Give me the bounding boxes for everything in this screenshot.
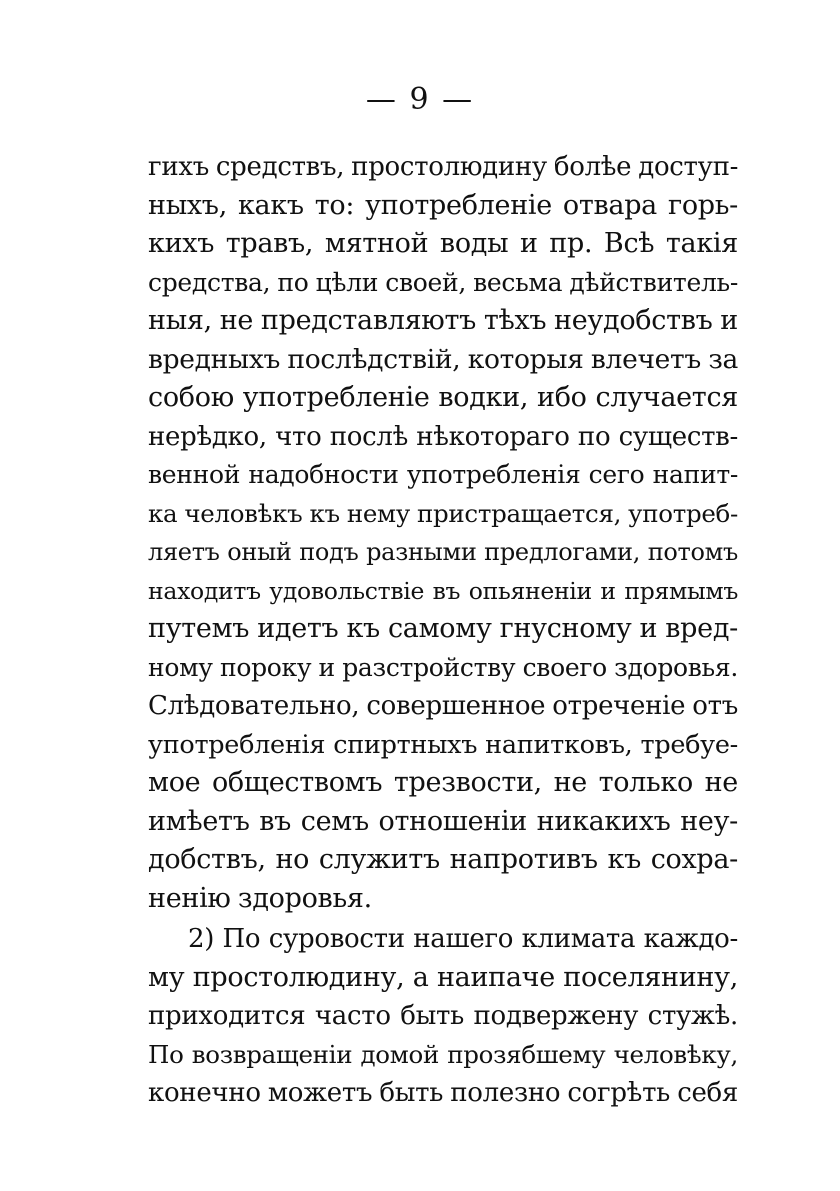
text-line: му простолюдину, а наипаче поселянину, <box>148 961 738 993</box>
text-line: нерѣдко, что послѣ нѣкотораго по существ- <box>148 421 738 452</box>
text-line: средства, по цѣли своей, весьма дѣйствитель- <box>148 267 738 297</box>
text-line: 2) По суровости нашего климата каждо- <box>188 924 738 954</box>
text-line: собою употребленіе водки, ибо случается <box>148 382 738 413</box>
text-line: ному пороку и разстройству своего здоровья. <box>148 652 738 682</box>
text-line: конечно можетъ быть полезно согрѣть себя <box>148 1078 738 1108</box>
paragraph <box>148 920 738 1113</box>
text-line: Слѣдовательно, совершенное отреченіе отъ <box>148 691 738 721</box>
text-line: венной надобности употребленія сего напит- <box>148 460 738 489</box>
body-text <box>148 148 738 1113</box>
text-line: ныя, не представляютъ тѣхъ неудобствъ и <box>148 305 738 336</box>
text-line: путемъ идетъ къ самому гнусному и вред- <box>148 613 738 644</box>
text-line: ненію здоровья. <box>148 882 372 914</box>
text-line: добствъ, но служитъ напротивъ къ сохра- <box>148 844 738 875</box>
text-line: По возвращеніи домой прозябшему человѣку, <box>148 1039 738 1069</box>
text-line: употребленія спиртныхъ напитковъ, требуе- <box>148 729 738 760</box>
text-line: кихъ травъ, мятной воды и пр. Всѣ такія <box>148 228 738 259</box>
text-line: имѣетъ въ семъ отношеніи никакихъ неу- <box>148 805 738 837</box>
text-line: мое обществомъ трезвости, не только не <box>148 767 738 798</box>
text-line: ныхъ, какъ то: употребленіе отвара горь- <box>148 189 738 221</box>
text-line: приходится часто быть подвержену стужѣ. <box>148 1001 738 1031</box>
text-line: гихъ средствъ, простолюдину болѣе доступ- <box>148 152 739 182</box>
page-number: — 9 — <box>365 82 475 117</box>
paragraph <box>148 148 738 918</box>
text-line: находитъ удовольствіе въ опьяненіи и прямымъ <box>148 576 738 605</box>
text-line: ляетъ оный подъ разными предлогами, потомъ <box>148 538 738 566</box>
text-line: ка человѣкъ къ нему пристращается, употреб- <box>148 498 738 528</box>
text-line: вредныхъ послѣдствій, которыя влечетъ за <box>148 343 738 375</box>
